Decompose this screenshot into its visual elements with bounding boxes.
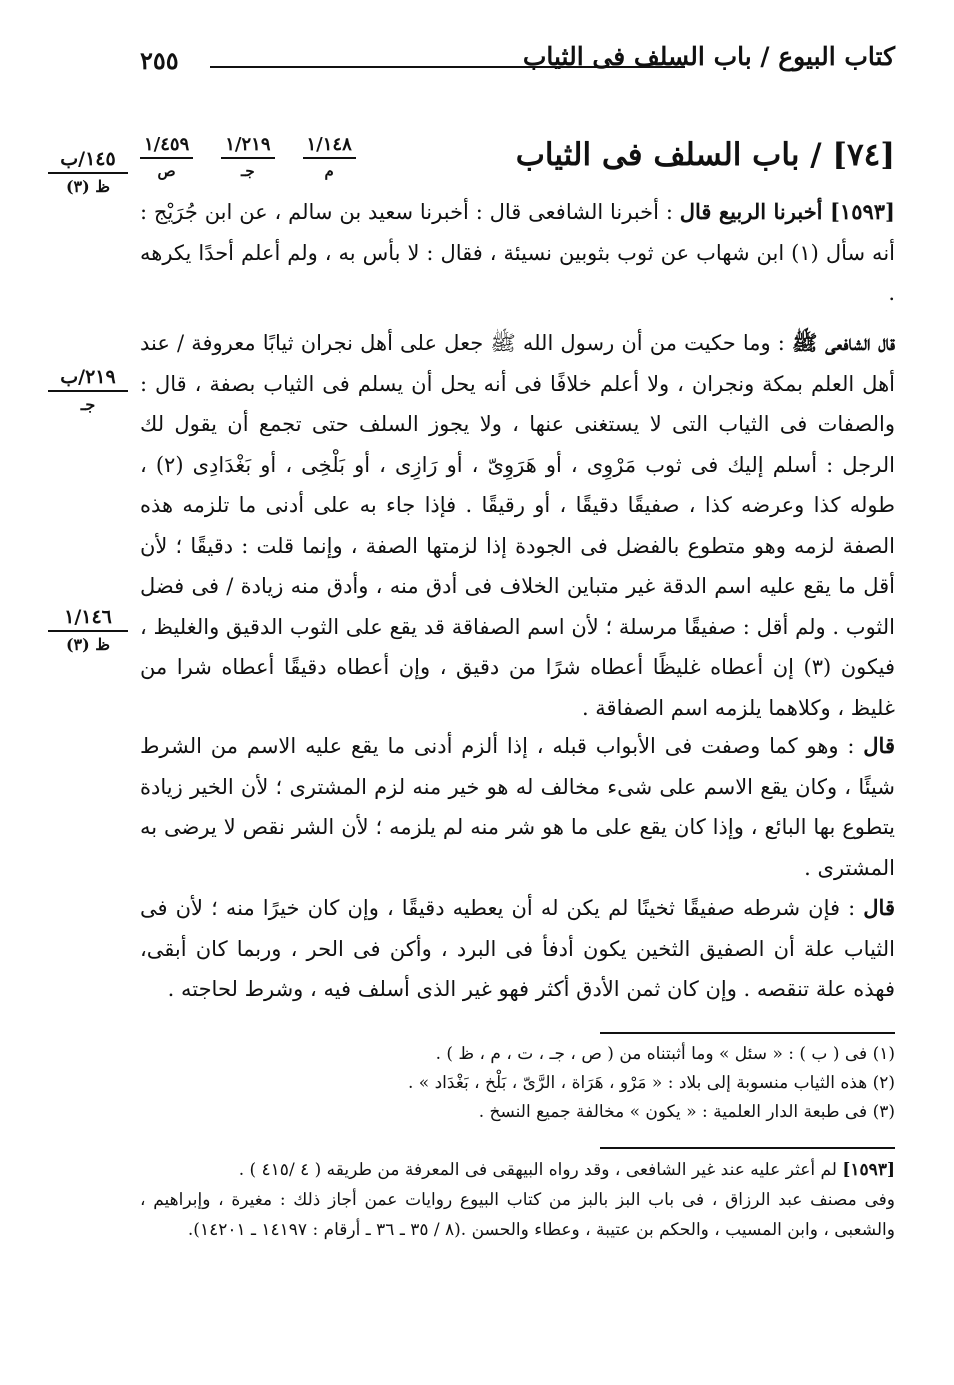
- source-notes: [140, 1155, 895, 1245]
- margin-ref-siglum: ظ (٣): [65, 635, 111, 654]
- hadith-1593: [140, 192, 895, 314]
- paragraph: [140, 888, 895, 1010]
- paragraph-lead: قال: [863, 895, 895, 920]
- margin-ref: [48, 148, 128, 198]
- qala-paragraph: [140, 888, 895, 1010]
- source-note: [140, 1155, 895, 1185]
- header-rule: [210, 66, 685, 68]
- page-number: ٢٥٥: [140, 46, 179, 75]
- source-lead: [١٥٩٣]: [842, 1160, 895, 1180]
- ref-folio: ١/١٤٨: [303, 135, 356, 159]
- running-header: [140, 40, 895, 80]
- margin-ref: [48, 606, 128, 656]
- paragraph-text: : وهو كما وصفت فى الأبواب قبله ، إذا ألزم أدنى ما يقع عليه الاسم من الشرط شيئًا ، وكان يقع الاسم على شىء مخالف له هو خير منه لزم المشترى ؛ لأن الخير زيادة يتطوع بها البائع ، وإذا كان يقع على ما هو شر منه لم يلزمه ؛ لأن الشر نقص لا يرضى به المشترى .: [140, 734, 895, 880]
- margin-ref-folio: ١/١٤٦: [48, 606, 128, 632]
- margin-ref-siglum: ظ (٣): [65, 177, 111, 196]
- paragraph: [140, 726, 895, 888]
- footnote: (٢) هذه الثياب منسوبة إلى بلاد : « مَرْو ، هَرَاة ، الرَّىّ ، بَلْخ ، بَغْدَاد » .: [408, 1073, 895, 1093]
- manuscript-ref: [221, 135, 274, 195]
- shafii-commentary: [140, 323, 895, 728]
- source-text: لم أعثر عليه عند غير الشافعى ، وقد رواه البيهقى فى المعرفة من طريقه ( ٤ /٤١٥ ) .: [238, 1160, 837, 1180]
- footnote: (٣) فى طبعة الدار العلمية : « يكون » مخالفة جميع النسخ .: [478, 1102, 895, 1122]
- ref-folio: ١/٤٥٩: [140, 135, 193, 159]
- source-text: وفى مصنف عبد الرزاق ، فى باب البز بالبز من كتاب البيوع روايات عمن أجاز ذلك : مغيرة ، وإبراهيم ، والشعبى ، وابن المسيب ، والحكم بن عتيبة ، وعطاء والحسن .(٨ / ٣٥ ـ ٣٦ ـ أرقام : ١٤١٩٧ ـ ١٤٢٠١).: [140, 1190, 895, 1240]
- running-title: كتاب البيوع / باب السلف فى الثياب: [522, 42, 895, 71]
- paragraph-text: : وما حكيت من أن رسول الله ﷺ جعل على أهل نجران ثيابًا معروفة / عند أهل العلم بمكة ونجران ، ولا أعلم خلافًا فى أنه يحل أن يسلم فى الثياب بصفة ، قال : والصفات فى الثياب التى لا يستغنى عنها ، ولا يجوز السلف حتى تجمع أن يقول لك الرجل : أسلم إليك فى ثوب مَرْوِى ، أو هَرَوِىّ ، أو رَازِى ، أو بَلْخِى ، أو بَغْدَادِى (٢) ، طوله كذا وعرضه كذا ، صفيقًا دقيقًا ، أو رقيقًا . فإذا جاء به على أدنى ما تلزمه هذه الصفة لزمه وهو متطوع بالفضل فى الجودة إذا لزمتها الصفة ، وإنما قلت : دقيقًا ؛ لأن أقل ما يقع عليه اسم الدقة غير متباين الخلاف فى أدق منه ، وأدق منه زيادة / فى فضل الثوب . ولم أقل : صفيقًا مرسلة ؛ لأن اسم الصفاقة قد يقع على الثوب الدقيق والغليظ ، فيكون (٣) إن أعطاه غليظًا أعطاه شرًا من دقيق ، وإن أعطاه دقيقًا أعطاه شرا من غليظ ، وكلاهما يلزمه اسم الصفاقة .: [140, 331, 895, 720]
- source-note: [140, 1185, 895, 1245]
- margin-ref: [48, 366, 128, 416]
- ref-siglum: م: [324, 162, 334, 180]
- ref-siglum: ص: [157, 162, 176, 180]
- qala-paragraph: [140, 726, 895, 888]
- paragraph-text: : أخبرنا الشافعى قال : أخبرنا سعيد بن سالم ، عن ابن جُرَيْج : أنه سأل (١) ابن شهاب عن ثوب بثوبين نسيئة ، فقال : لا بأس به ، ولم أعلم أحدًا يكرهه .: [140, 200, 895, 305]
- chapter-manuscript-refs: [140, 135, 356, 195]
- paragraph-lead: قال: [863, 733, 895, 758]
- manuscript-ref: [140, 135, 193, 195]
- paragraph: [140, 192, 895, 314]
- margin-ref-folio: ١٤٥/ب: [48, 148, 128, 174]
- margin-ref-siglum: جـ: [80, 395, 96, 414]
- paragraph-text: : فإن شرطه صفيقًا ثخينًا لم يكن له أن يعطيه دقيقًا ، وإن كان خيرًا منه ؛ لأن فى الثياب علة أن الصفيق الثخين يكون أدفأ فى البرد ، وأكن فى الحر ، وربما كان أبقى، فهذه علة تنقصه . وإن كان ثمن الأدق أكثر فهو غير الذى أسلف فيه ، وشرط لحاجته .: [140, 896, 895, 1001]
- footnote-separator: [600, 1032, 895, 1034]
- ref-siglum: جـ: [241, 162, 255, 180]
- paragraph: [140, 323, 895, 728]
- margin-ref-folio: ٢١٩/ب: [48, 366, 128, 392]
- footnote: (١) فى ( ب ) : « سئل » وما أثبتناه من ( ص ، جـ ، ت ، م ، ظ ) .: [435, 1044, 895, 1064]
- manuscript-ref: [303, 135, 356, 195]
- footnotes: [140, 1040, 895, 1127]
- source-separator: [600, 1147, 895, 1149]
- ref-folio: ١/٢١٩: [221, 135, 274, 159]
- paragraph-lead: قال الشافعى ﷺ: [791, 330, 895, 355]
- chapter-title: [٧٤] / باب السلف فى الثياب: [515, 137, 895, 173]
- chapter-heading-row: [140, 135, 895, 195]
- paragraph-lead: [١٥٩٣] أخبرنا الربيع قال: [679, 199, 895, 224]
